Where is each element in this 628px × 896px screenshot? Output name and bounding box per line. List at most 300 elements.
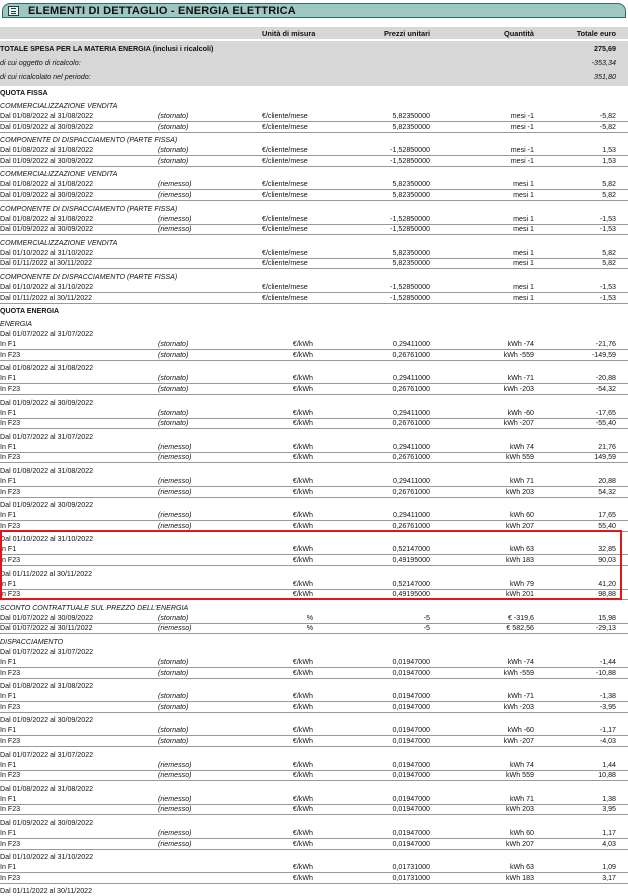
row-status: (stornato) xyxy=(158,613,189,622)
row-quantity: kWh -71 xyxy=(507,692,534,701)
row-description: In F1 xyxy=(0,340,17,349)
row-description: In F23 xyxy=(0,839,21,848)
row-total: -149,59 xyxy=(591,350,616,359)
row-quantity: kWh -207 xyxy=(503,419,534,428)
row-status: (riemesso) xyxy=(158,839,192,848)
row-total: 54,32 xyxy=(598,487,616,496)
row-price: 0,01731000 xyxy=(392,873,430,882)
row-status: (stornato) xyxy=(158,668,189,677)
period-label: Dal 01/11/2022 al 30/11/2022 xyxy=(0,569,93,578)
row-description: In F23 xyxy=(0,873,21,882)
row-status: (riemesso) xyxy=(158,521,192,530)
section-heading xyxy=(0,88,628,98)
row-quantity: kWh 60 xyxy=(509,829,534,837)
row-quantity: kWh 203 xyxy=(506,487,534,496)
header-unit: Unità di misura xyxy=(262,29,316,38)
row-price: 0,01947000 xyxy=(392,771,430,780)
row-total: -1,53 xyxy=(599,293,616,302)
row-quantity: mesi 1 xyxy=(513,248,534,257)
row-description: In F1 xyxy=(0,863,17,872)
summary-row xyxy=(0,56,628,70)
row-price: 0,29411000 xyxy=(393,442,430,451)
row-total: 32,85 xyxy=(598,545,616,554)
row-quantity: kWh -203 xyxy=(503,385,534,393)
row-price: 5,82350000 xyxy=(392,259,430,268)
row-price: 0,01947000 xyxy=(392,794,430,803)
row-unit: €/kWh xyxy=(292,771,313,780)
table-row xyxy=(0,487,628,498)
row-unit: €/kWh xyxy=(292,668,313,677)
row-price: 5,82350000 xyxy=(392,112,430,120)
summary-row xyxy=(0,70,628,84)
row-status: (riemesso) xyxy=(158,805,192,814)
row-price: 0,52147000 xyxy=(392,579,430,588)
row-quantity: kWh 71 xyxy=(509,794,534,803)
row-description: In F1 xyxy=(0,545,17,554)
row-unit: €/kWh xyxy=(292,487,313,496)
period-row xyxy=(0,852,628,862)
period-row xyxy=(0,432,628,442)
table-row xyxy=(0,145,628,156)
summary-value: -353,34 xyxy=(591,58,616,67)
period-label: Dal 01/09/2022 al 30/09/2022 xyxy=(0,716,94,725)
row-price: -5 xyxy=(423,613,430,622)
row-unit: €/kWh xyxy=(292,521,313,530)
row-unit: €/cliente/mese xyxy=(262,225,308,234)
row-price: 0,01947000 xyxy=(392,658,430,666)
row-description: In F23 xyxy=(0,737,21,745)
row-status: (riemesso) xyxy=(158,487,192,496)
row-unit: €/kWh xyxy=(292,385,313,393)
row-unit: €/cliente/mese xyxy=(262,214,308,223)
row-unit: €/kWh xyxy=(292,726,313,735)
row-quantity: kWh -207 xyxy=(503,737,534,745)
header-price: Prezzi unitari xyxy=(384,29,430,38)
header-total: Totale euro xyxy=(576,29,616,38)
row-total: -20,88 xyxy=(595,374,616,383)
row-total: -1,53 xyxy=(599,225,616,234)
row-total: -1,38 xyxy=(599,692,616,701)
period-row xyxy=(0,818,628,828)
row-unit: €/kWh xyxy=(292,579,313,588)
row-unit: €/kWh xyxy=(292,794,313,803)
row-total: 3,95 xyxy=(602,805,616,814)
row-price: -1,52850000 xyxy=(390,214,430,223)
row-status: (stornato) xyxy=(158,419,189,428)
row-status: (stornato) xyxy=(158,146,189,155)
header-qty: Quantità xyxy=(504,29,534,38)
table-row xyxy=(0,373,628,384)
document-icon xyxy=(8,6,19,16)
period-row xyxy=(0,715,628,725)
row-price: 0,29411000 xyxy=(393,374,430,383)
subsection-label: COMPONENTE DI DISPACCIAMENTO (PARTE FISSA) xyxy=(0,204,178,213)
row-description: Dal 01/09/2022 al 30/09/2022 xyxy=(0,225,94,234)
period-label: Dal 01/07/2022 al 31/07/2022 xyxy=(0,648,94,656)
subsection-heading xyxy=(0,204,628,214)
row-status: (stornato) xyxy=(158,156,189,165)
row-status: (riemesso) xyxy=(158,829,192,837)
row-unit: €/kWh xyxy=(292,545,313,554)
row-price: 0,26761000 xyxy=(392,521,430,530)
row-price: 0,29411000 xyxy=(393,408,430,417)
row-quantity: mesi 1 xyxy=(513,191,534,199)
row-quantity: kWh 60 xyxy=(509,511,534,520)
row-description: In F23 xyxy=(0,668,21,677)
row-total: 5,82 xyxy=(602,191,616,199)
table-row xyxy=(0,452,628,463)
row-description: In F23 xyxy=(0,805,21,814)
table-row xyxy=(0,156,628,167)
subsection-heading xyxy=(0,603,628,613)
table-row xyxy=(0,339,628,350)
row-unit: €/kWh xyxy=(292,419,313,428)
row-description: In F23 xyxy=(0,419,21,428)
row-quantity: kWh 183 xyxy=(506,556,534,564)
row-description: In F1 xyxy=(0,794,17,803)
detail-table xyxy=(0,88,628,896)
row-unit: €/kWh xyxy=(292,863,313,872)
row-quantity: kWh 74 xyxy=(509,760,534,769)
row-price: -1,52850000 xyxy=(390,225,430,234)
table-row xyxy=(0,418,628,429)
row-price: 0,01947000 xyxy=(392,726,430,735)
row-price: 0,29411000 xyxy=(393,340,430,349)
subsection-heading xyxy=(0,169,628,179)
row-quantity: kWh 79 xyxy=(509,579,534,588)
row-quantity: kWh 207 xyxy=(506,839,534,848)
table-row xyxy=(0,613,628,624)
row-price: 0,26761000 xyxy=(392,453,430,462)
row-total: -3,95 xyxy=(599,702,616,711)
table-row xyxy=(0,760,628,771)
row-price: 0,26761000 xyxy=(392,385,430,393)
row-total: 55,40 xyxy=(598,521,616,530)
row-unit: €/kWh xyxy=(292,511,313,520)
row-description: In F23 xyxy=(0,487,21,496)
row-unit: €/kWh xyxy=(292,590,313,599)
row-price: -5 xyxy=(423,624,430,633)
row-quantity: kWh 71 xyxy=(509,477,534,485)
row-unit: €/kWh xyxy=(292,556,313,564)
subsection-heading xyxy=(0,637,628,647)
table-row xyxy=(0,442,628,453)
table-row xyxy=(0,476,628,487)
row-description: In F1 xyxy=(0,579,17,588)
period-row xyxy=(0,363,628,373)
row-description: In F23 xyxy=(0,771,21,780)
row-total: 1,17 xyxy=(602,829,616,837)
table-row xyxy=(0,725,628,736)
period-label: Dal 01/09/2022 al 30/09/2022 xyxy=(0,501,94,510)
row-status: (riemesso) xyxy=(158,214,192,223)
row-quantity: mesi -1 xyxy=(510,156,534,165)
row-total: 149,59 xyxy=(594,453,616,462)
row-total: -29,13 xyxy=(595,624,616,633)
table-row xyxy=(0,408,628,419)
row-quantity: € 582,56 xyxy=(506,624,534,633)
period-row xyxy=(0,784,628,794)
row-description: Dal 01/07/2022 al 30/11/2022 xyxy=(0,624,93,633)
row-status: (stornato) xyxy=(158,658,189,666)
row-unit: €/cliente/mese xyxy=(262,191,308,199)
row-price: 0,29411000 xyxy=(393,511,430,520)
row-price: -1,52850000 xyxy=(390,283,430,291)
row-unit: €/cliente/mese xyxy=(262,146,308,155)
row-price: 0,49195000 xyxy=(392,556,430,564)
row-unit: €/cliente/mese xyxy=(262,293,308,302)
row-quantity: kWh 559 xyxy=(506,453,534,462)
row-quantity: kWh 63 xyxy=(509,863,534,872)
table-row xyxy=(0,179,628,190)
subsection-label: ENERGIA xyxy=(0,320,32,329)
row-total: -1,17 xyxy=(599,726,616,735)
summary-block xyxy=(0,41,628,86)
row-unit: €/kWh xyxy=(292,737,313,745)
row-price: 0,01947000 xyxy=(392,702,430,711)
row-status: (riemesso) xyxy=(158,442,192,451)
period-label: Dal 01/11/2022 al 30/11/2022 xyxy=(0,887,93,896)
row-quantity: mesi 1 xyxy=(513,225,534,234)
row-status: (stornato) xyxy=(158,702,189,711)
row-unit: €/kWh xyxy=(292,760,313,769)
period-label: Dal 01/10/2022 al 31/10/2022 xyxy=(0,535,94,544)
row-total: 10,88 xyxy=(598,771,616,780)
row-description: In F1 xyxy=(0,692,17,701)
table-row xyxy=(0,214,628,225)
row-quantity: kWh -60 xyxy=(507,726,534,735)
row-quantity: mesi 1 xyxy=(513,283,534,291)
row-status: (riemesso) xyxy=(158,624,192,633)
row-total: 15,98 xyxy=(598,613,616,622)
row-status: (riemesso) xyxy=(158,477,192,485)
row-description: In F1 xyxy=(0,658,17,666)
row-unit: €/kWh xyxy=(292,702,313,711)
highlight-box xyxy=(0,530,622,600)
section-heading xyxy=(0,306,628,316)
row-total: -1,53 xyxy=(599,283,616,291)
row-total: 1,44 xyxy=(602,760,616,769)
row-price: 5,82350000 xyxy=(392,122,430,131)
row-status: (stornato) xyxy=(158,726,189,735)
row-description: In F23 xyxy=(0,702,21,711)
row-price: 0,29411000 xyxy=(393,477,430,485)
row-quantity: kWh -71 xyxy=(507,374,534,383)
table-row xyxy=(0,657,628,668)
subsection-heading xyxy=(0,101,628,111)
row-quantity: mesi -1 xyxy=(510,146,534,155)
row-status: (riemesso) xyxy=(158,511,192,520)
row-unit: % xyxy=(306,624,313,633)
row-quantity: kWh -60 xyxy=(507,408,534,417)
period-label: Dal 01/08/2022 al 31/08/2022 xyxy=(0,682,94,691)
row-status: (riemesso) xyxy=(158,794,192,803)
table-row xyxy=(0,224,628,235)
table-row xyxy=(0,839,628,850)
row-unit: €/kWh xyxy=(292,442,313,451)
period-label: Dal 01/07/2022 al 31/07/2022 xyxy=(0,750,94,759)
row-total: -1,44 xyxy=(599,658,616,666)
row-total: 5,82 xyxy=(602,248,616,257)
row-quantity: kWh -559 xyxy=(503,350,534,359)
row-description: Dal 01/09/2022 al 30/09/2022 xyxy=(0,156,94,165)
summary-row xyxy=(0,42,628,56)
row-quantity: € -319,6 xyxy=(507,613,534,622)
row-total: 21,76 xyxy=(598,442,616,451)
row-quantity: kWh -74 xyxy=(507,340,534,349)
row-quantity: kWh -559 xyxy=(503,668,534,677)
row-unit: €/kWh xyxy=(292,658,313,666)
row-price: 0,01947000 xyxy=(392,760,430,769)
row-status: (stornato) xyxy=(158,737,189,745)
table-row xyxy=(0,623,628,634)
row-description: In F23 xyxy=(0,556,21,564)
row-status: (stornato) xyxy=(158,692,189,701)
row-price: -1,52850000 xyxy=(390,293,430,302)
table-row xyxy=(0,828,628,839)
row-total: -17,65 xyxy=(595,408,616,417)
period-row xyxy=(0,886,628,896)
summary-label: di cui ricalcolato nel periodo: xyxy=(0,72,91,81)
row-price: 5,82350000 xyxy=(392,248,430,257)
row-quantity: mesi 1 xyxy=(513,259,534,268)
table-row xyxy=(0,873,628,884)
table-row xyxy=(0,350,628,361)
section-label: QUOTA FISSA xyxy=(0,89,48,97)
row-unit: €/kWh xyxy=(292,374,313,383)
row-quantity: mesi 1 xyxy=(513,293,534,302)
table-row xyxy=(0,510,628,521)
row-quantity: mesi -1 xyxy=(510,112,534,120)
period-label: Dal 01/07/2022 al 31/07/2022 xyxy=(0,432,94,441)
period-row xyxy=(0,647,628,657)
row-total: -5,82 xyxy=(599,112,616,120)
period-row xyxy=(0,466,628,476)
row-status: (riemesso) xyxy=(158,180,192,189)
section-label: QUOTA ENERGIA xyxy=(0,307,60,316)
row-total: 17,65 xyxy=(598,511,616,520)
row-price: 5,82350000 xyxy=(392,180,430,189)
row-status: (riemesso) xyxy=(158,760,192,769)
row-description: In F1 xyxy=(0,442,17,451)
subsection-label: COMMERCIALIZZAZIONE VENDITA xyxy=(0,102,118,110)
row-status: (riemesso) xyxy=(158,225,192,234)
row-unit: €/kWh xyxy=(292,477,313,485)
table-row xyxy=(0,691,628,702)
row-total: 98,88 xyxy=(598,590,616,599)
row-total: 5,82 xyxy=(602,180,616,189)
table-row xyxy=(0,258,628,269)
row-total: -5,82 xyxy=(599,122,616,131)
row-unit: €/cliente/mese xyxy=(262,156,308,165)
subsection-heading xyxy=(0,272,628,282)
row-description: In F23 xyxy=(0,590,21,599)
row-description: In F1 xyxy=(0,829,17,837)
row-description: In F23 xyxy=(0,350,21,359)
row-price: -1,52850000 xyxy=(390,156,430,165)
row-unit: €/cliente/mese xyxy=(262,122,308,131)
row-quantity: kWh -203 xyxy=(503,702,534,711)
subsection-label: COMPONENTE DI DISPACCIAMENTO (PARTE FISSA) xyxy=(0,136,178,145)
period-label: Dal 01/09/2022 al 30/09/2022 xyxy=(0,398,94,407)
period-row xyxy=(0,329,628,339)
section-title-bar xyxy=(2,3,626,18)
row-description: Dal 01/08/2022 al 31/08/2022 xyxy=(0,180,94,189)
table-row xyxy=(0,111,628,122)
summary-value: 351,80 xyxy=(594,72,616,81)
row-unit: €/cliente/mese xyxy=(262,112,308,120)
row-description: In F1 xyxy=(0,374,17,383)
row-unit: €/kWh xyxy=(292,453,313,462)
table-row xyxy=(0,190,628,201)
row-unit: €/kWh xyxy=(292,805,313,814)
row-total: 41,20 xyxy=(598,579,616,588)
row-price: 0,01947000 xyxy=(392,737,430,745)
row-description: Dal 01/10/2022 al 31/10/2022 xyxy=(0,283,94,291)
table-row xyxy=(0,668,628,679)
row-price: 5,82350000 xyxy=(392,191,430,199)
page-title: ELEMENTI DI DETTAGLIO - ENERGIA ELETTRICA xyxy=(28,5,296,17)
row-quantity: kWh 203 xyxy=(506,805,534,814)
row-price: 0,01947000 xyxy=(392,805,430,814)
table-row xyxy=(0,702,628,713)
row-description: Dal 01/07/2022 al 30/09/2022 xyxy=(0,613,94,622)
table-row xyxy=(0,770,628,781)
row-status: (stornato) xyxy=(158,385,189,393)
subsection-label: COMPONENTE DI DISPACCIAMENTO (PARTE FISSA) xyxy=(0,273,178,281)
row-total: 1,38 xyxy=(602,794,616,803)
row-status: (stornato) xyxy=(158,350,189,359)
row-unit: €/kWh xyxy=(292,350,313,359)
period-label: Dal 01/08/2022 al 31/08/2022 xyxy=(0,784,94,793)
table-row xyxy=(0,862,628,873)
summary-label: di cui oggetto di ricalcolo: xyxy=(0,58,81,67)
row-price: 0,52147000 xyxy=(392,545,430,554)
period-label: Dal 01/08/2022 al 31/08/2022 xyxy=(0,364,94,373)
row-total: -1,53 xyxy=(599,214,616,223)
row-quantity: kWh 74 xyxy=(509,442,534,451)
period-label: Dal 01/07/2022 al 31/07/2022 xyxy=(0,330,94,339)
table-row xyxy=(0,804,628,815)
row-description: In F1 xyxy=(0,760,17,769)
row-price: 0,49195000 xyxy=(392,590,430,599)
table-row xyxy=(0,794,628,805)
period-row xyxy=(0,750,628,760)
row-unit: €/cliente/mese xyxy=(262,259,308,268)
row-status: (riemesso) xyxy=(158,453,192,462)
row-status: (riemesso) xyxy=(158,191,192,199)
summary-label: TOTALE SPESA PER LA MATERIA ENERGIA (inclusi i ricalcoli) xyxy=(0,44,214,53)
subsection-label: COMMERCIALIZZAZIONE VENDITA xyxy=(0,238,118,247)
row-quantity: kWh 207 xyxy=(506,521,534,530)
row-description: In F23 xyxy=(0,385,21,393)
row-price: 0,26761000 xyxy=(392,350,430,359)
table-row xyxy=(0,293,628,304)
period-label: Dal 01/09/2022 al 30/09/2022 xyxy=(0,819,94,827)
row-description: In F1 xyxy=(0,726,17,735)
row-total: -10,88 xyxy=(595,668,616,677)
row-total: -21,76 xyxy=(595,340,616,349)
table-row xyxy=(0,122,628,133)
row-unit: €/kWh xyxy=(292,829,313,837)
row-price: 0,26761000 xyxy=(392,419,430,428)
row-price: 0,26761000 xyxy=(392,487,430,496)
subsection-label: SCONTO CONTRATTUALE SUL PREZZO DELL'ENERGIA xyxy=(0,603,189,612)
subsection-heading xyxy=(0,238,628,248)
row-total: 20,88 xyxy=(598,477,616,485)
row-price: 0,01947000 xyxy=(392,692,430,701)
period-label: Dal 01/10/2022 al 31/10/2022 xyxy=(0,853,94,862)
